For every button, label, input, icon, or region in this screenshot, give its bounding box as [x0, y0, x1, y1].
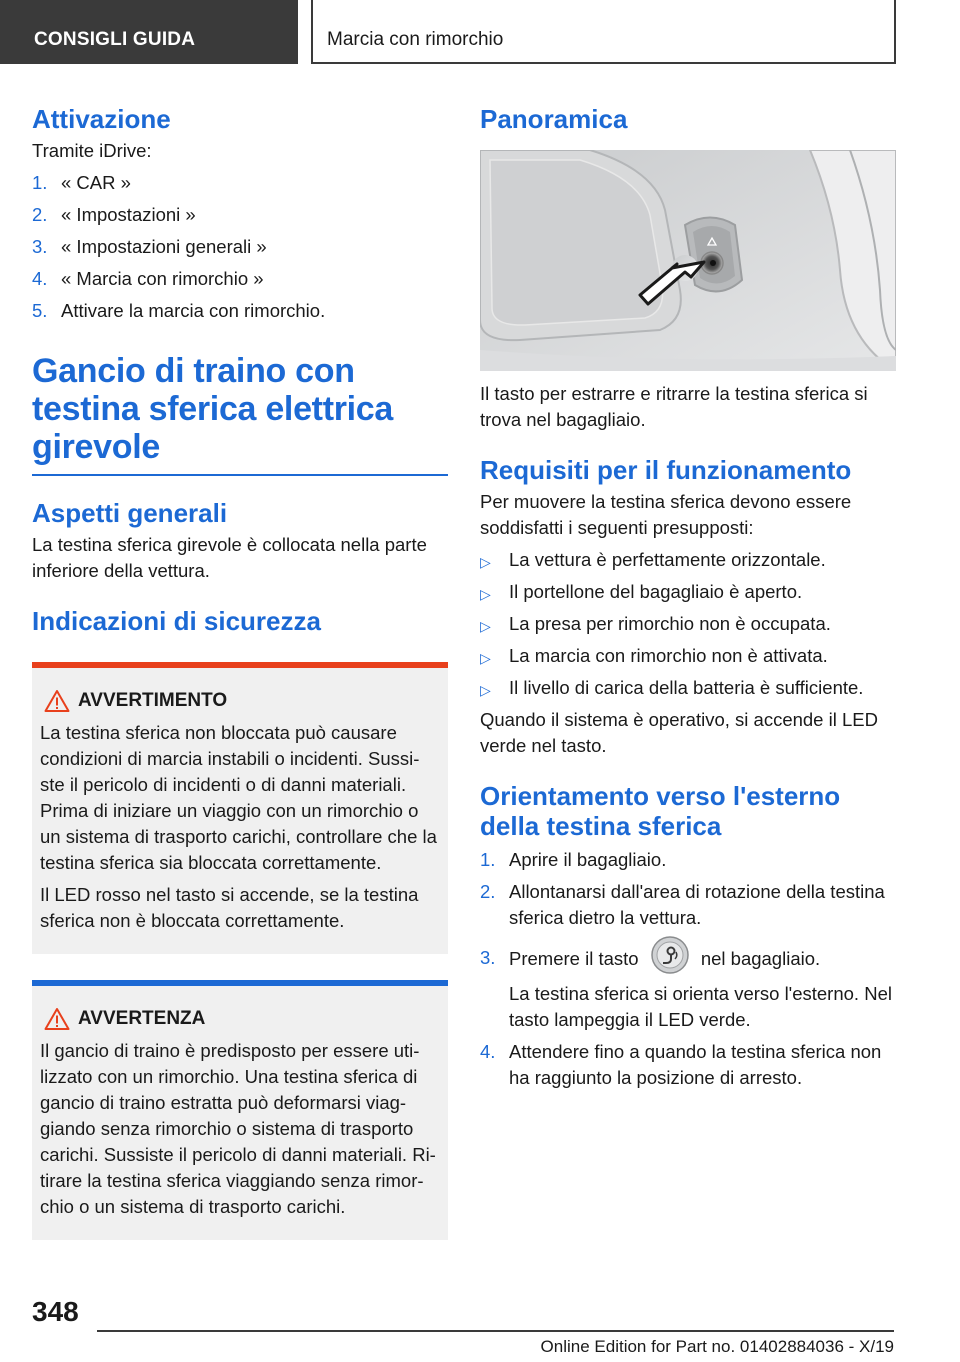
- step3-result: La testina sferica si orienta verso l'esterno. Nel tasto lampeggia il LED verde.: [509, 983, 892, 1030]
- section-title-panoramica: Panoramica: [480, 104, 628, 134]
- list-item: [480, 1039, 896, 1091]
- warning-box-avvertenza: [32, 980, 448, 1240]
- trunk-button-photo: [480, 150, 896, 371]
- triangle-bullet-icon: ▷: [480, 650, 491, 666]
- warning-title: [40, 1006, 440, 1032]
- step-text: Premere il tasto: [509, 947, 639, 969]
- header-chapter-label: Marcia con rimorchio: [311, 0, 896, 64]
- warning-title: [40, 688, 440, 714]
- section-title-orientamento: Orientamento verso l'esterno della testina sferica: [480, 781, 841, 841]
- warning-paragraph: Il LED rosso nel tasto si accende, se la testina sferica non è bloccata correttamente.: [40, 884, 419, 931]
- main-heading-gancio: Gancio di traino con testina sferica elettrica girevole: [32, 352, 394, 466]
- requisiti-list: [480, 547, 896, 701]
- warning-triangle-icon: [44, 689, 70, 713]
- triangle-bullet-icon: ▷: [480, 586, 491, 602]
- triangle-bullet-icon: ▷: [480, 618, 491, 634]
- orientamento-steps-cont: [480, 1039, 896, 1091]
- step-number: 4.: [480, 1041, 496, 1062]
- requisiti-outro: Quando il sistema è operativo, si accende il LED verde nel tasto.: [480, 709, 878, 756]
- attivazione-steps: [32, 170, 448, 324]
- left-column: [32, 100, 448, 1240]
- triangle-bullet-icon: ▷: [480, 682, 491, 698]
- right-column: [480, 100, 896, 1091]
- triangle-bullet-icon: ▷: [480, 554, 491, 570]
- step-text: Attivare la marcia con rimorchio.: [61, 300, 326, 321]
- step-text: « Marcia con rimorchio »: [61, 268, 264, 289]
- list-item: [480, 675, 896, 701]
- warning-label: AVVERTENZA: [78, 1008, 206, 1029]
- step-number: 1.: [32, 172, 48, 193]
- bullet-text: La presa per rimorchio non è occupata.: [509, 613, 831, 634]
- warning-box-avvertimento: [32, 662, 448, 954]
- warning-label: AVVERTIMENTO: [78, 690, 228, 711]
- list-item: [480, 945, 896, 975]
- bullet-text: La marcia con rimorchio non è attivata.: [509, 645, 828, 666]
- warning-paragraph: Il gancio di traino è predisposto per essere uti-lizzato con un rimorchio. Una testina sferica di gancio di traino estratta può deformarsi viag-giando senza rimorchio o sistema di trasporto carichi. Sussiste il pericolo di danni materiali. Ri-tirare la testina sferica viaggiando senza rimor-chio o un sistema di trasporto carichi.: [40, 1040, 436, 1217]
- step-text: « CAR »: [61, 172, 131, 193]
- page-header: [0, 0, 960, 66]
- step-text: « Impostazioni »: [61, 204, 196, 225]
- warning-paragraph: La testina sferica non bloccata può causare condizioni di marcia instabili o incidenti. Sussi-ste il pericolo di incidenti o di danni materiali. Prima di iniziare un viaggio con un rimorchio o un sistema di trasporto carichi, controllare che la testina sferica sia bloccata correttamente.: [40, 722, 437, 873]
- step-number: 5.: [32, 300, 48, 321]
- list-item: [480, 879, 896, 931]
- list-item: [32, 234, 448, 260]
- trailer-hitch-button-icon: [650, 935, 690, 975]
- warning-triangle-icon: [44, 1007, 70, 1031]
- step-number: 4.: [32, 268, 48, 289]
- step-text: Aprire il bagagliaio.: [509, 849, 667, 870]
- list-item: [32, 266, 448, 292]
- step-number: 2.: [480, 881, 496, 902]
- bullet-text: Il portellone del bagagliaio è aperto.: [509, 581, 803, 602]
- step-text: Allontanarsi dall'area di rotazione della testina sferica dietro la vettura.: [509, 881, 885, 928]
- section-title-attivazione: Attivazione: [32, 104, 171, 134]
- attivazione-intro: Tramite iDrive:: [32, 140, 152, 161]
- panoramica-caption: Il tasto per estrarre e ritrarre la testina sferica si trova nel bagagliaio.: [480, 383, 868, 430]
- list-item: [480, 643, 896, 669]
- step-number: 3.: [480, 947, 496, 968]
- section-title-requisiti: Requisiti per il funzionamento: [480, 455, 852, 485]
- bullet-text: La vettura è perfettamente orizzontale.: [509, 549, 826, 570]
- aspetti-text: La testina sferica girevole è collocata nella parte inferiore della vettura.: [32, 534, 427, 581]
- header-section-label: CONSIGLI GUIDA: [0, 0, 298, 64]
- bullet-text: Il livello di carica della batteria è sufficiente.: [509, 677, 864, 698]
- list-item: [480, 579, 896, 605]
- step-text: nel bagagliaio.: [700, 947, 821, 969]
- step-number: 1.: [480, 849, 496, 870]
- requisiti-intro: Per muovere la testina sferica devono essere soddisfatti i seguenti presupposti:: [480, 491, 852, 538]
- step-text: « Impostazioni generali »: [61, 236, 267, 257]
- step-text: Attendere fino a quando la testina sferica non ha raggiunto la posizione di arresto.: [509, 1041, 882, 1088]
- step-number: 2.: [32, 204, 48, 225]
- list-item: [480, 547, 896, 573]
- list-item: [480, 611, 896, 637]
- section-title-sicurezza: Indicazioni di sicurezza: [32, 606, 321, 636]
- list-item: [32, 298, 448, 324]
- list-item: [480, 847, 896, 873]
- page-number: 348: [32, 1296, 79, 1327]
- list-item: [32, 170, 448, 196]
- section-title-aspetti: Aspetti generali: [32, 498, 228, 528]
- footer-edition: Online Edition for Part no. 01402884036 - X/19: [540, 1337, 894, 1356]
- orientamento-steps: [480, 847, 896, 975]
- footer-divider: [97, 1330, 894, 1332]
- main-heading-wrap: [32, 352, 448, 476]
- step-number: 3.: [32, 236, 48, 257]
- list-item: [32, 202, 448, 228]
